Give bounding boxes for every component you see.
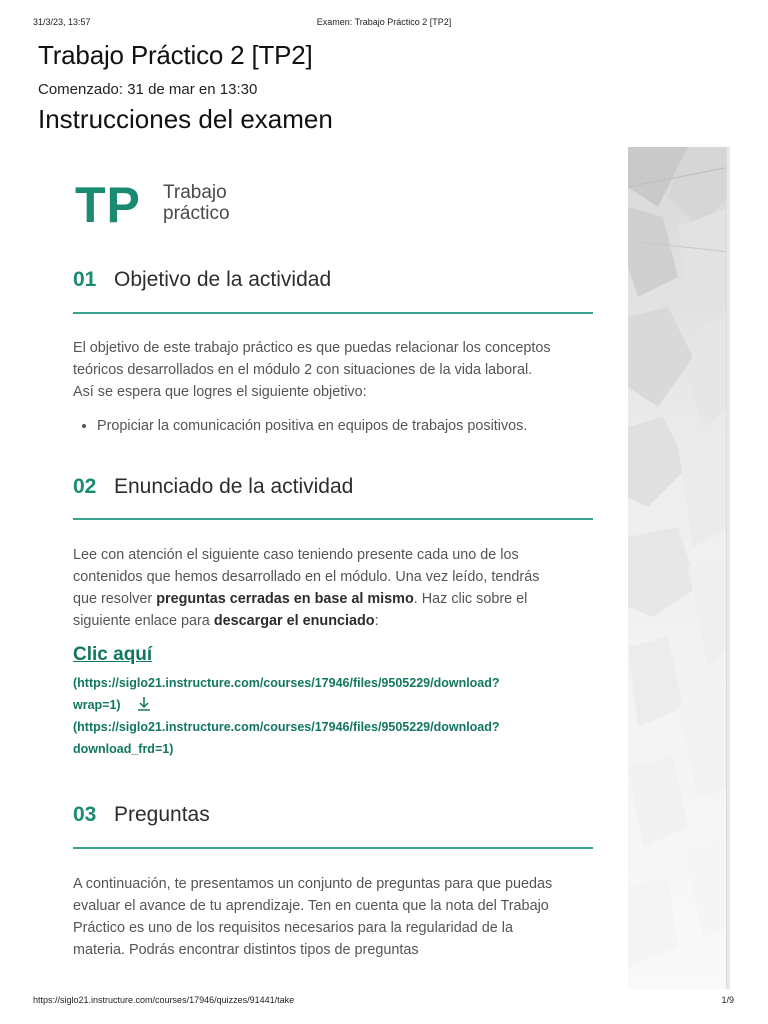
- body-line: A continuación, te presentamos un conjunto de preguntas para que puedas: [73, 876, 553, 892]
- link-url-line[interactable]: wrap=1): [73, 698, 121, 712]
- print-header: [0, 17, 768, 31]
- section-01-heading: [73, 268, 593, 306]
- section-divider: [73, 518, 593, 520]
- body-line: Lee con atención el siguiente caso teniendo presente cada uno de los: [73, 547, 519, 563]
- section-divider: [73, 847, 593, 849]
- print-footer-url: https://siglo21.instructure.com/courses/17946/quizzes/91441/take: [33, 995, 295, 1005]
- tp-logo-line1: Trabajo: [163, 182, 227, 203]
- body-text: . Haz clic sobre el: [413, 591, 528, 607]
- section-03-body: [73, 873, 593, 961]
- body-line: [73, 610, 593, 632]
- section-01-body: [73, 337, 593, 403]
- decorative-side-banner: [628, 147, 730, 989]
- section-number: 02: [73, 475, 97, 498]
- body-bold-text: descargar el enunciado: [213, 613, 375, 629]
- section-divider: [73, 312, 593, 314]
- body-line: contenidos que hemos desarrollado en el módulo. Una vez leído, tendrás: [73, 569, 540, 585]
- instructions-heading: Instrucciones del examen: [38, 104, 333, 134]
- section-title: Preguntas: [114, 803, 210, 826]
- download-icon[interactable]: [137, 696, 151, 712]
- body-line: [73, 588, 593, 610]
- body-line: Práctico es uno de los requisitos necesarios para la regularidad de la: [73, 920, 513, 936]
- page-number: 1/9: [721, 995, 734, 1005]
- tp-logo-mark: TP: [75, 177, 141, 233]
- body-text: siguiente enlace para: [73, 613, 214, 629]
- section-number: 03: [73, 803, 97, 826]
- body-line: materia. Podrás encontrar distintos tipos de preguntas: [73, 942, 419, 958]
- tp-logo-text: [163, 182, 230, 224]
- tp-logo-line2: práctico: [163, 203, 230, 224]
- body-line: evaluar el avance de tu aprendizaje. Ten en cuenta que la nota del Trabajo: [73, 898, 549, 914]
- link-url-line[interactable]: (https://siglo21.instructure.com/courses/17946/files/9505229/download?: [73, 676, 500, 690]
- section-02-heading: [73, 475, 593, 513]
- side-banner-edge: [726, 147, 730, 989]
- section-02-body: [73, 544, 593, 632]
- body-bold-text: preguntas cerradas en base al mismo: [156, 591, 414, 607]
- list-item: • Propiciar la comunicación positiva en equipos de trabajos positivos.: [97, 415, 597, 437]
- objectives-list: [97, 415, 597, 437]
- section-title: Enunciado de la actividad: [114, 475, 354, 498]
- print-datetime: 31/3/23, 13:57: [33, 17, 91, 27]
- link-url-line[interactable]: (https://siglo21.instructure.com/courses/17946/files/9505229/download?: [73, 720, 500, 734]
- body-text: que resolver: [73, 591, 157, 607]
- section-number: 01: [73, 268, 97, 291]
- body-line: Así se espera que logres el siguiente objetivo:: [73, 384, 367, 400]
- body-line: teóricos desarrollados en el módulo 2 con situaciones de la vida laboral.: [73, 362, 533, 378]
- download-statement-link[interactable]: Clic aquí: [73, 644, 153, 665]
- print-doc-title: Examen: Trabajo Práctico 2 [TP2]: [316, 17, 452, 27]
- body-line: El objetivo de este trabajo práctico es que puedas relacionar los conceptos: [73, 340, 551, 356]
- geometric-pattern-graphic: [628, 147, 730, 989]
- section-03-heading: [73, 803, 593, 841]
- quiz-started-time: Comenzado: 31 de mar en 13:30: [38, 81, 258, 98]
- body-text: :: [374, 613, 379, 629]
- link-url-line[interactable]: download_frd=1): [73, 742, 174, 756]
- section-title: Objetivo de la actividad: [114, 268, 332, 291]
- quiz-title: Trabajo Práctico 2 [TP2]: [38, 40, 313, 70]
